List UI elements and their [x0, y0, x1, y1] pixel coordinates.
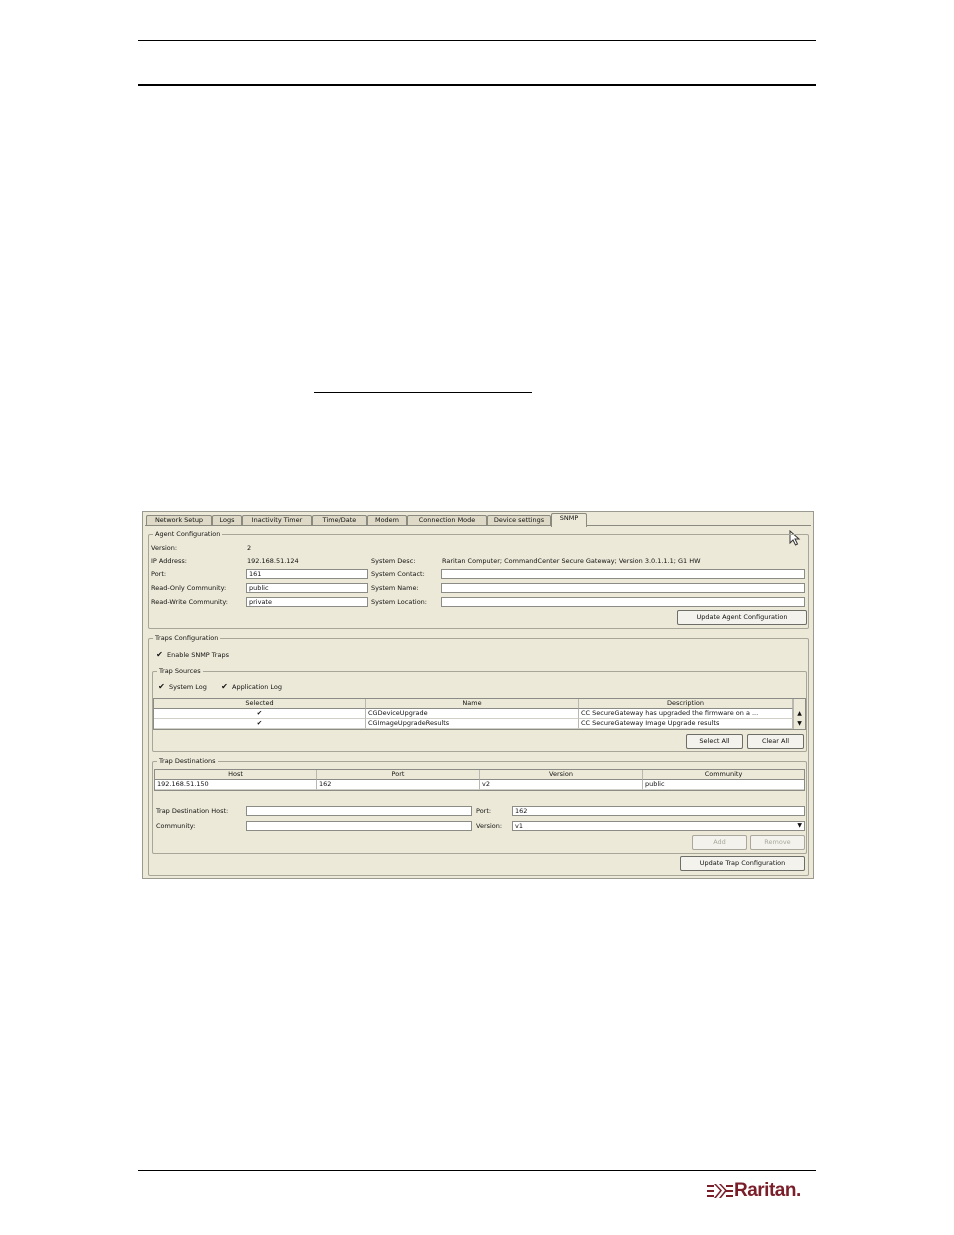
column-header-community[interactable]: Community — [643, 770, 804, 780]
community-label: Community: — [156, 822, 196, 830]
table-row[interactable] — [154, 719, 805, 729]
trap-destinations-group — [152, 757, 807, 854]
system-log-label: System Log — [169, 683, 207, 691]
system-contact-input[interactable] — [441, 569, 805, 579]
select-all-button[interactable]: Select All — [686, 734, 743, 749]
column-header-name[interactable]: Name — [366, 699, 579, 709]
version-select-label: Version: — [476, 822, 503, 830]
hyperlink-underline[interactable] — [314, 392, 532, 393]
row-description: CC SecureGateway Image Upgrade results — [579, 719, 793, 729]
version-select[interactable] — [512, 821, 805, 831]
system-desc-label: System Desc: — [371, 557, 416, 565]
application-log-checkbox[interactable]: ✔ — [221, 682, 228, 691]
read-only-community-label: Read-Only Community: — [151, 584, 227, 592]
table-header — [154, 699, 805, 709]
version-select-value: v1 — [515, 822, 523, 830]
trap-destinations-table — [154, 769, 805, 791]
agent-configuration-legend: Agent Configuration — [155, 530, 221, 538]
row-port: 162 — [317, 780, 480, 790]
row-selected-checkbox[interactable]: ✔ — [154, 709, 366, 719]
traps-configuration-legend: Traps Configuration — [155, 634, 219, 642]
enable-snmp-traps-checkbox[interactable]: ✔ — [156, 650, 163, 659]
column-header-description[interactable]: Description — [579, 699, 793, 709]
tab-connection-mode[interactable]: Connection Mode — [407, 515, 487, 526]
row-name: CGImageUpgradeResults — [366, 719, 579, 729]
system-desc-value: Raritan Computer; CommandCenter Secure Gateway; Version 3.0.1.1.1; G1 HW — [442, 557, 701, 565]
row-community: public — [643, 780, 804, 790]
raritan-logo-text: Raritan. — [734, 1180, 801, 1201]
table-row[interactable] — [154, 709, 805, 719]
table-row[interactable] — [155, 780, 804, 790]
port-label: Port: — [151, 570, 167, 578]
ip-address-label: IP Address: — [151, 557, 187, 565]
table-header — [155, 770, 804, 780]
system-log-checkbox[interactable]: ✔ — [158, 682, 165, 691]
port-input[interactable]: 161 — [246, 569, 368, 579]
trap-destinations-legend: Trap Destinations — [159, 757, 216, 765]
add-destination-button[interactable]: Add — [692, 835, 747, 850]
column-header-port[interactable]: Port — [317, 770, 480, 780]
read-write-community-label: Read-Write Community: — [151, 598, 228, 606]
version-value: 2 — [247, 544, 252, 552]
version-label: Version: — [151, 544, 178, 552]
remove-destination-button[interactable]: Remove — [750, 835, 805, 850]
application-log-label: Application Log — [232, 683, 282, 691]
clear-all-button[interactable]: Clear All — [747, 734, 804, 749]
row-description: CC SecureGateway has upgraded the firmware on a ... — [579, 709, 793, 719]
community-input[interactable] — [246, 821, 472, 831]
tab-snmp[interactable]: SNMP — [551, 513, 587, 527]
trap-destination-host-label: Trap Destination Host: — [156, 807, 229, 815]
system-location-input[interactable] — [441, 597, 805, 607]
update-agent-configuration-button[interactable]: Update Agent Configuration — [677, 610, 807, 625]
snmp-settings-screenshot — [142, 511, 814, 879]
traps-configuration-group — [148, 634, 809, 876]
raritan-emblem-icon — [706, 1179, 734, 1203]
trap-sources-group — [152, 667, 807, 752]
row-name: CGDeviceUpgrade — [366, 709, 579, 719]
update-trap-configuration-button[interactable]: Update Trap Configuration — [680, 856, 805, 871]
trap-sources-legend: Trap Sources — [159, 667, 201, 675]
tab-modem[interactable]: Modem — [367, 515, 407, 526]
scroll-up-icon[interactable]: ▲ — [797, 710, 802, 717]
raritan-logo — [706, 1179, 812, 1203]
destination-port-label: Port: — [476, 807, 492, 815]
chevron-down-icon[interactable]: ▼ — [797, 822, 802, 829]
trap-sources-table — [153, 698, 806, 730]
header-rule-top — [138, 40, 816, 41]
column-header-selected[interactable]: Selected — [154, 699, 366, 709]
tab-device-settings[interactable]: Device settings — [487, 515, 551, 526]
row-selected-checkbox[interactable]: ✔ — [154, 719, 366, 729]
row-version: v2 — [480, 780, 643, 790]
column-header-version[interactable]: Version — [480, 770, 643, 780]
header-rule-bottom — [138, 84, 816, 86]
system-name-input[interactable] — [441, 583, 805, 593]
column-header-host[interactable]: Host — [155, 770, 317, 780]
agent-configuration-group — [148, 530, 809, 629]
tab-inactivity-timer[interactable]: Inactivity Timer — [242, 515, 312, 526]
trap-sources-scrollbar[interactable] — [793, 699, 805, 729]
tab-logs[interactable]: Logs — [212, 515, 242, 526]
destination-port-input[interactable]: 162 — [512, 806, 805, 816]
read-write-community-input[interactable]: private — [246, 597, 368, 607]
trap-destination-host-input[interactable] — [246, 806, 472, 816]
system-location-label: System Location: — [371, 598, 427, 606]
read-only-community-input[interactable]: public — [246, 583, 368, 593]
system-name-label: System Name: — [371, 584, 419, 592]
tab-time-date[interactable]: Time/Date — [312, 515, 367, 526]
tab-network-setup[interactable]: Network Setup — [146, 515, 212, 526]
tab-bar-divider — [145, 525, 811, 526]
ip-address-value: 192.168.51.124 — [247, 557, 299, 565]
scroll-down-icon[interactable]: ▼ — [797, 720, 802, 727]
enable-snmp-traps-label: Enable SNMP Traps — [167, 651, 229, 659]
footer-rule — [138, 1170, 816, 1171]
row-host: 192.168.51.150 — [155, 780, 317, 790]
system-contact-label: System Contact: — [371, 570, 425, 578]
